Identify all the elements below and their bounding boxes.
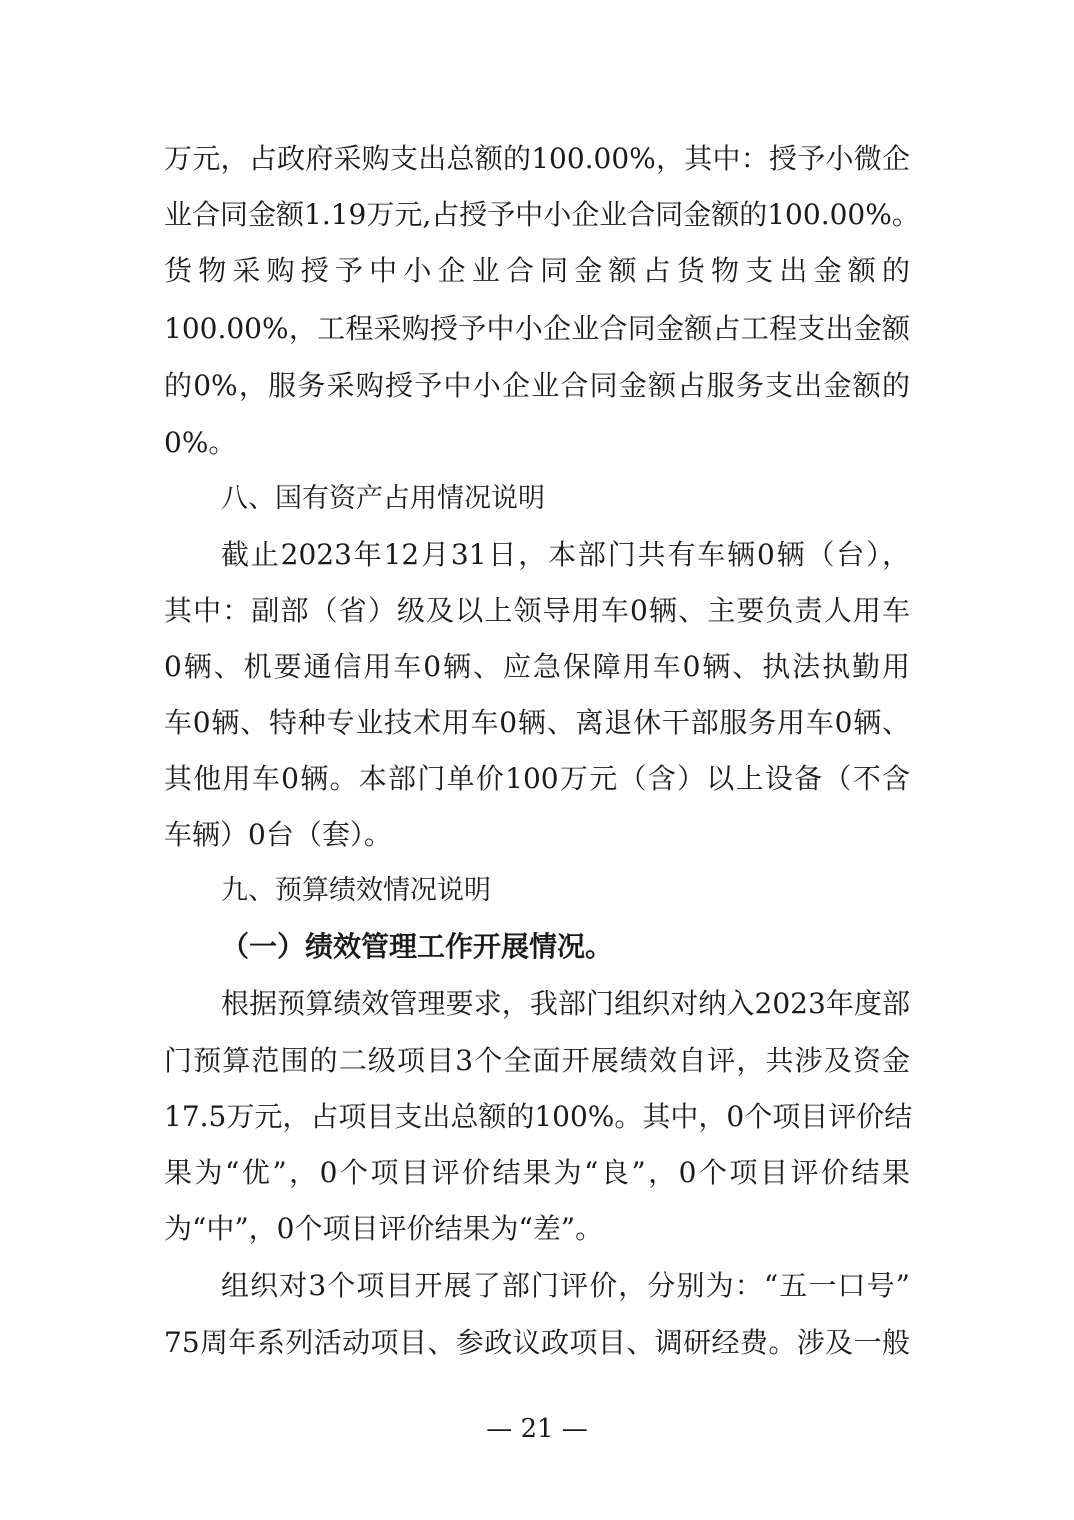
paragraph-line: 为“中”，0个项目评价结果为“差”。 — [164, 1212, 604, 1245]
paragraph-line: 门预算范围的二级项目3个全面开展绩效自评，共涉及资金 — [164, 1044, 910, 1077]
paragraph-line: 的0%，服务采购授予中小企业合同金额占服务支出金额的 — [164, 369, 910, 402]
section-heading: 八、国有资产占用情况说明 — [221, 483, 545, 514]
paragraph-line: 车辆）0台（套）。 — [164, 818, 392, 851]
paragraph-line: 组织对3个项目开展了部门评价，分别为：“五一口号” — [221, 1269, 910, 1302]
paragraph-line: 业合同金额1.19万元,占授予中小企业合同金额的100.00%。 — [164, 198, 920, 231]
subsection-heading: （一）绩效管理工作开展情况。 — [221, 930, 614, 963]
section-heading: 九、预算绩效情况说明 — [221, 875, 491, 906]
paragraph-line: 货物采购授予中小企业合同金额占货物支出金额的 — [164, 254, 910, 287]
paragraph-line: 17.5万元，占项目支出总额的100%。其中，0个项目评价结 — [164, 1100, 913, 1133]
page-number: — 21 — — [486, 1414, 588, 1444]
paragraph-line: 果为“优”，0个项目评价结果为“良”，0个项目评价结果 — [164, 1156, 910, 1189]
paragraph-line: 100.00%，工程采购授予中小企业合同金额占工程支出金额 — [164, 312, 910, 345]
paragraph-line: 万元，占政府采购支出总额的100.00%，其中：授予小微企 — [164, 142, 910, 175]
paragraph-line: 其中：副部（省）级及以上领导用车0辆、主要负责人用车 — [164, 594, 910, 627]
paragraph-line: 0辆、机要通信用车0辆、应急保障用车0辆、执法执勤用 — [164, 650, 910, 683]
paragraph-line: 根据预算绩效管理要求，我部门组织对纳入2023年度部 — [221, 987, 910, 1020]
paragraph-line: 车0辆、特种专业技术用车0辆、离退休干部服务用车0辆、 — [164, 706, 910, 739]
paragraph-line: 0%。 — [164, 426, 237, 459]
paragraph-line: 截止2023年12月31日，本部门共有车辆0辆（台）， — [221, 538, 910, 571]
paragraph-line: 其他用车0辆。本部门单价100万元（含）以上设备（不含 — [164, 762, 910, 795]
paragraph-line: 75周年系列活动项目、参政议政项目、调研经费。涉及一般 — [164, 1326, 910, 1359]
